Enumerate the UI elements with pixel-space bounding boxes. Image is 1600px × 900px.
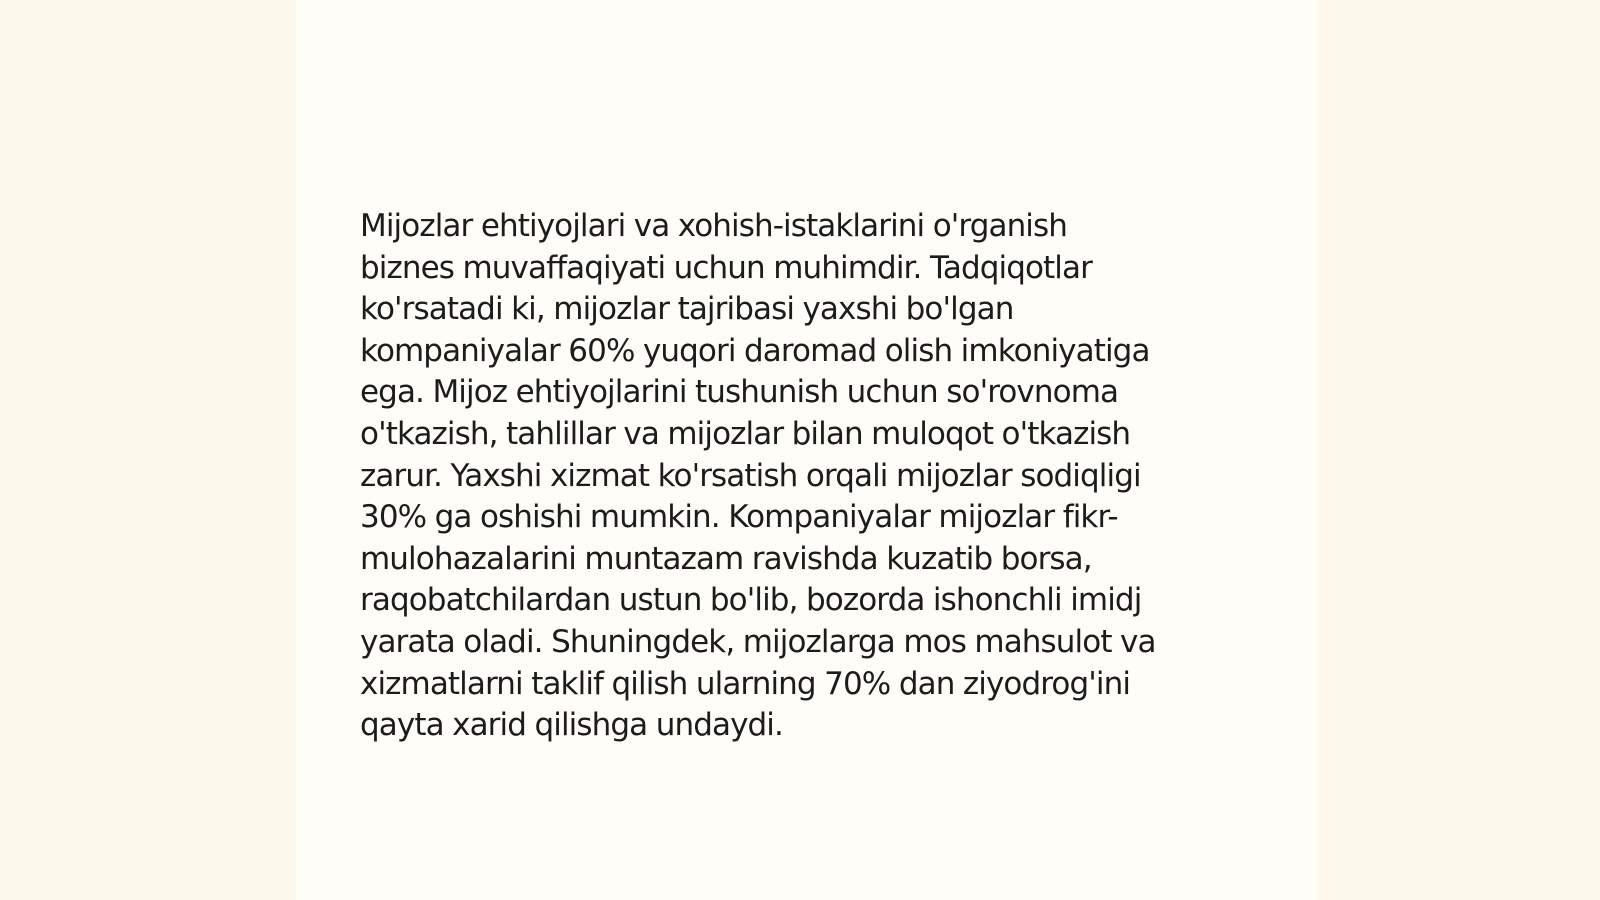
paragraph-line: ko'rsatadi ki, mijozlar tajribasi yaxshi bo'lgan [360,291,1014,328]
paragraph-line: qayta xarid qilishga undaydi. [360,707,783,744]
paragraph-line: mulohazalarini muntazam ravishda kuzatib borsa, [360,540,1092,577]
paragraph-line: Mijozlar ehtiyojlari va xohish-istaklarini o'rganish [360,208,1068,244]
paragraph-line: kompaniyalar 60% yuqori daromad olish imkoniyatiga [360,332,1150,369]
paragraph-line: biznes muvaffaqiyati uchun muhimdir. Tadqiqotlar [360,249,1092,286]
document-page [296,0,1318,900]
body-paragraph [360,206,1250,747]
paragraph-line: xizmatlarni taklif qilish ularning 70% dan ziyodrog'ini [360,665,1131,702]
paragraph-line: 30% ga oshishi mumkin. Kompaniyalar mijozlar fikr- [360,499,1118,536]
paragraph-line: zarur. Yaxshi xizmat ko'rsatish orqali mijozlar sodiqligi [360,457,1141,494]
paragraph-line: raqobatchilardan ustun bo'lib, bozorda ishonchli imidj [360,582,1142,619]
paragraph-line: ega. Mijoz ehtiyojlarini tushunish uchun so'rovnoma [360,374,1119,411]
paragraph-line: yarata oladi. Shuningdek, mijozlarga mos mahsulot va [360,623,1156,660]
paragraph-line: o'tkazish, tahlillar va mijozlar bilan muloqot o'tkazish [360,415,1131,452]
